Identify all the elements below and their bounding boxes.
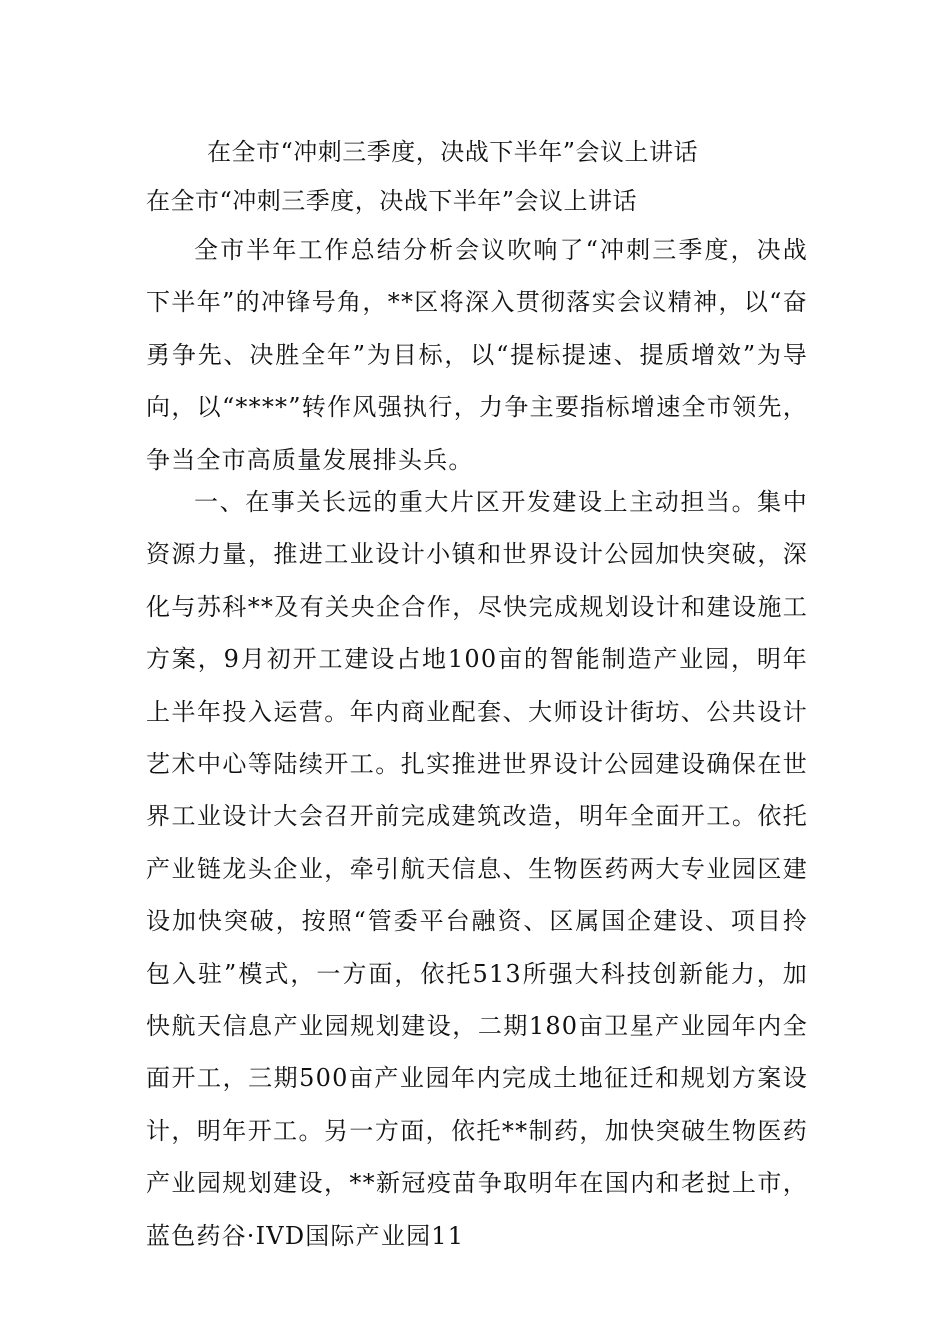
document-subtitle: 在全市“冲刺三季度，决战下半年”会议上讲话	[146, 187, 638, 215]
document-title: 在全市“冲刺三季度，决战下半年”会议上讲话	[207, 138, 699, 166]
paragraph-section-one: 一、在事关长远的重大片区开发建设上主动担当。集中资源力量，推进工业设计小镇和世界设计公园加快突破，深化与苏科**及有关央企合作，尽快完成规划设计和建设施工方案，9月初开工建设占地100亩的智能制造产业园，明年上半年投入运营。年内商业配套、大师设计街坊、公共设计艺术中心等陆续开工。扎实推进世界设计公园建设确保在世界工业设计大会召开前完成建筑改造，明年全面开工。依托产业链龙头企业，牵引航天信息、生物医药两大专业园区建设加快突破，按照“管委平台融资、区属国企建设、项目拎包入驻”模式，一方面，依托513所强大科技创新能力，加快航天信息产业园规划建设，二期180亩卫星产业园年内全面开工，三期500亩产业园年内完成土地征迁和规划方案设计，明年开工。另一方面，依托**制药，加快突破生物医药产业园规划建设，**新冠疫苗争取明年在国内和老挝上市，蓝色药谷·IVD国际产业园11	[146, 488, 808, 1250]
paragraph-intro: 全市半年工作总结分析会议吹响了“冲刺三季度，决战下半年”的冲锋号角，**区将深入贯彻落实会议精神，以“奋勇争先、决胜全年”为目标，以“提标提速、提质增效”为导向，以“****”转作风强执行，力争主要指标增速全市领先，争当全市高质量发展排头兵。	[146, 236, 808, 474]
